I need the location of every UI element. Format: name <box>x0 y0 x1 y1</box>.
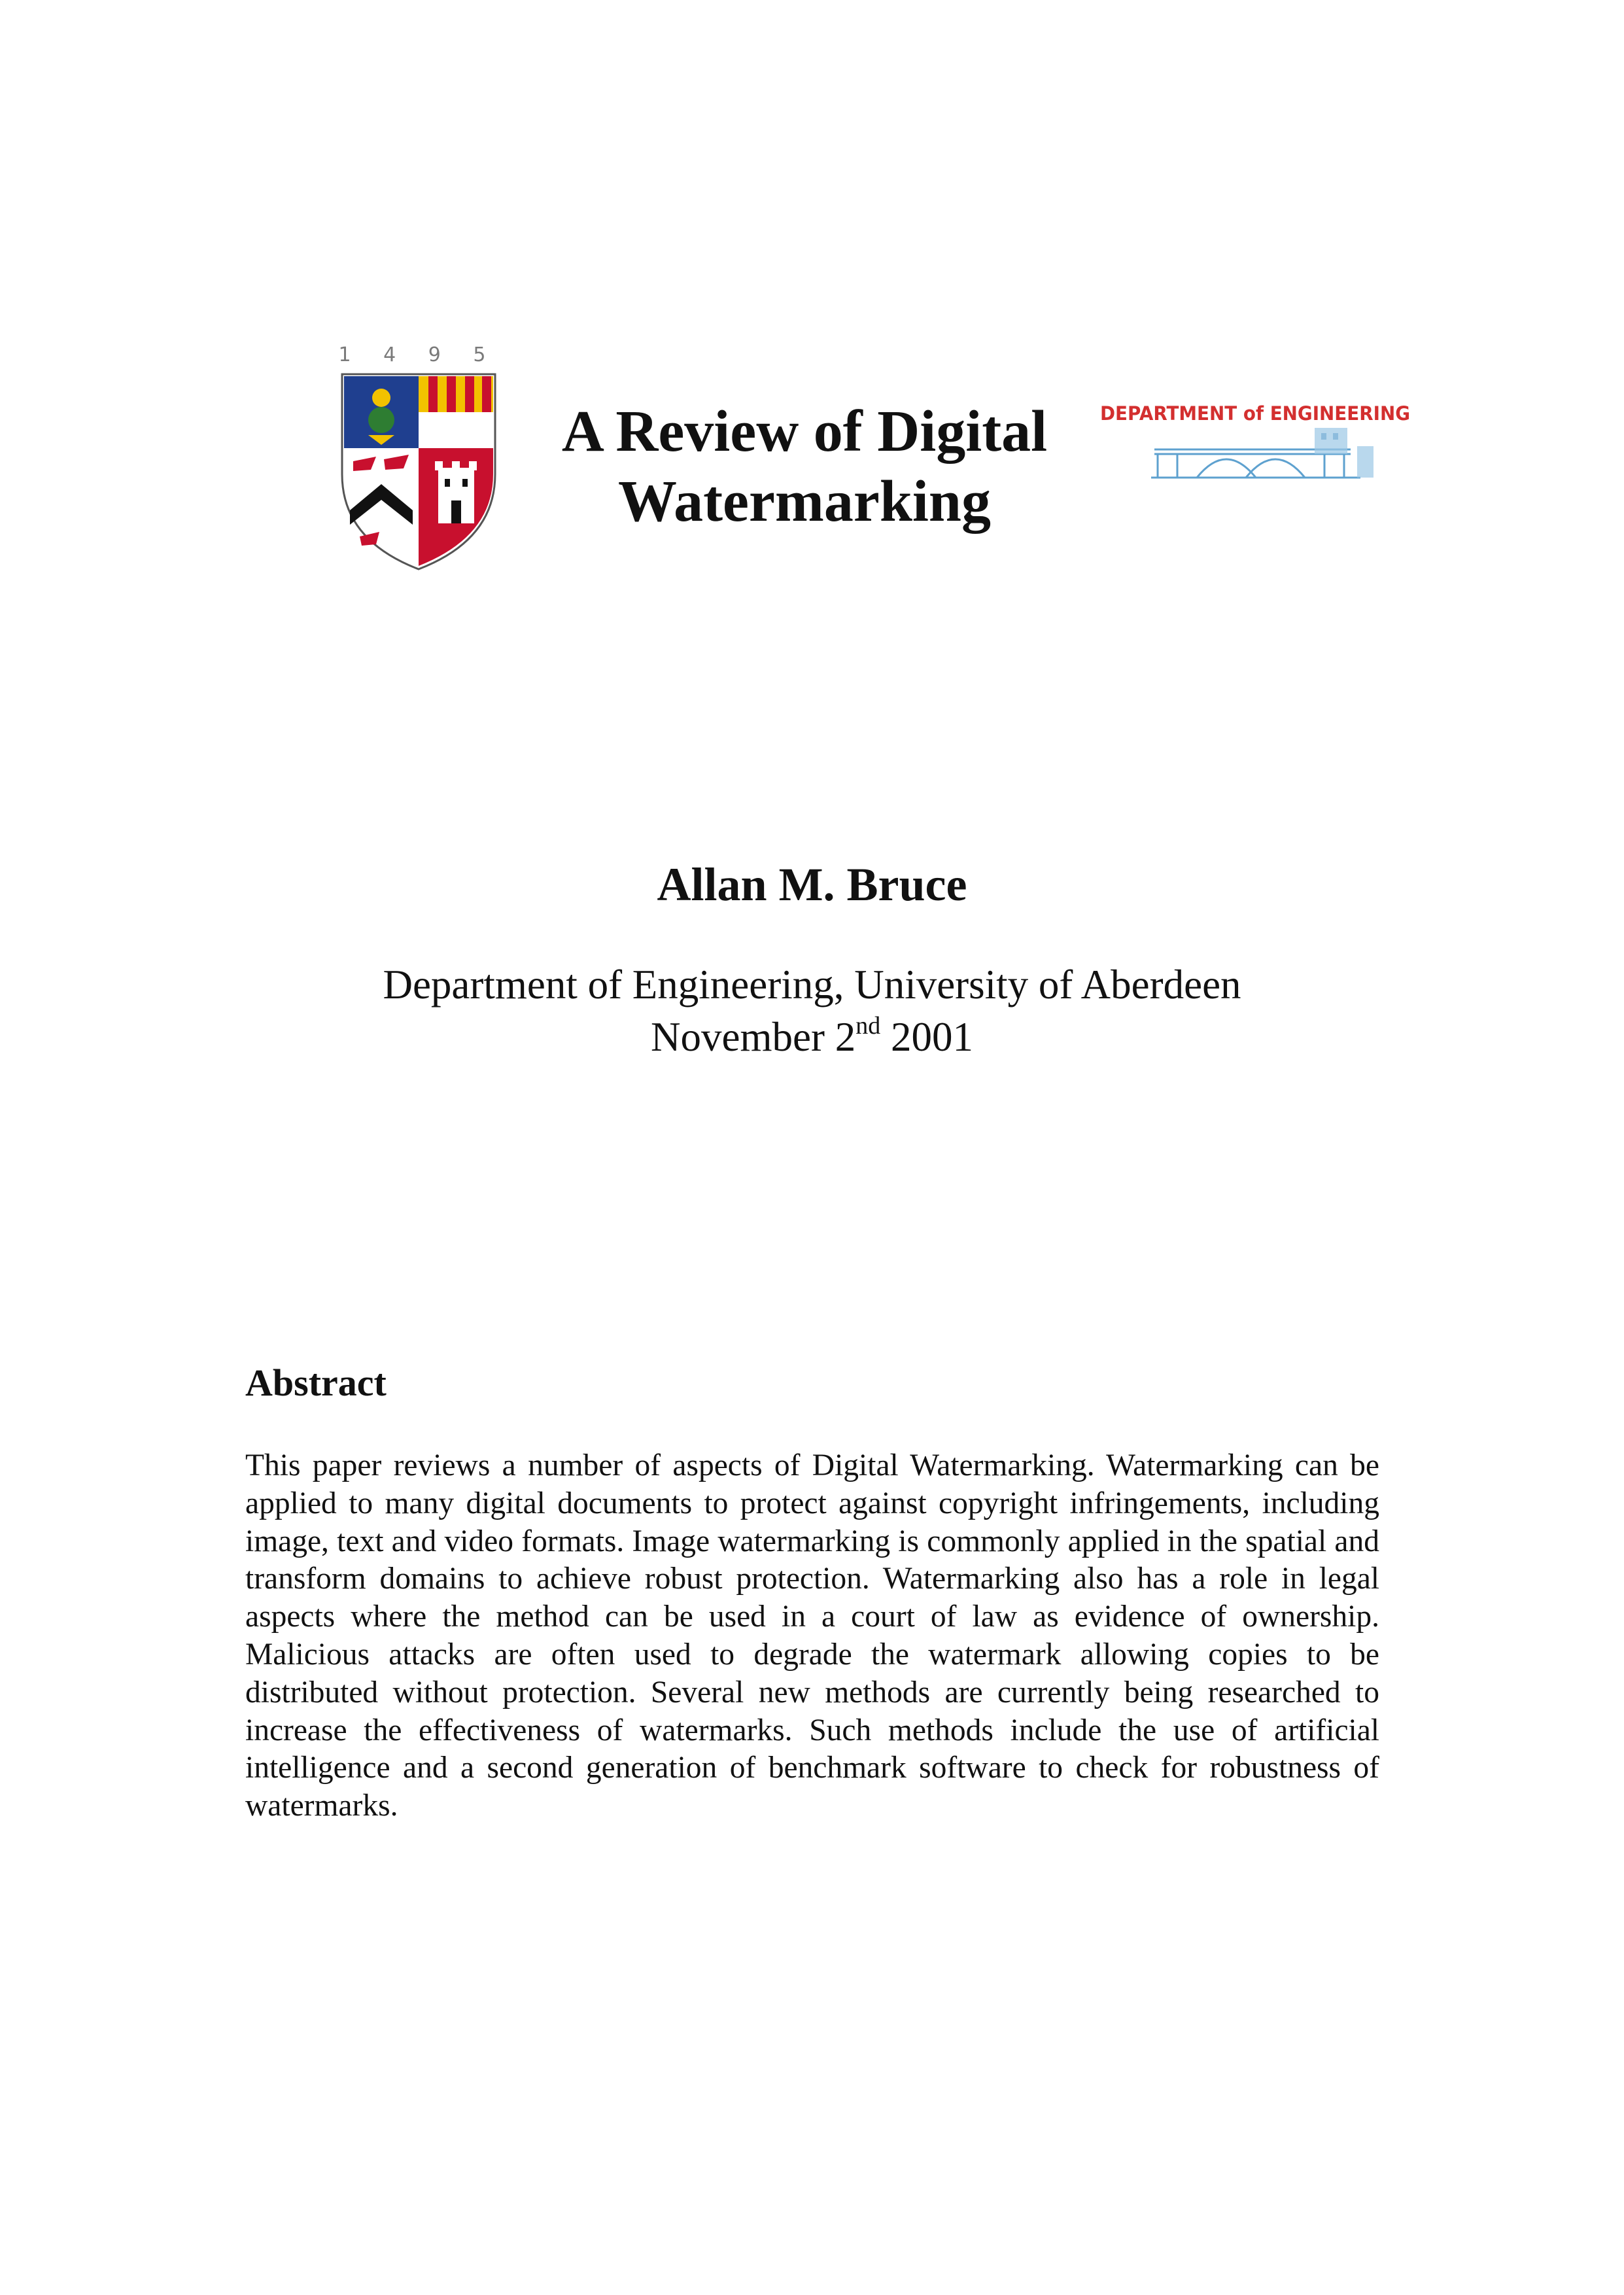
abstract-body: This paper reviews a number of aspects of Digital Watermarking. Watermarking can be applied to many digital documents to protect against copyright infringements, including image, text and video formats. Image watermarking is commonly applied in the spatial and transform domains to achieve robust protection. Watermarking also has a role in legal aspects where the method can be used in a court of law as evidence of ownership. Malicious attacks are often used to degrade the watermark allowing copies to be distributed without protection. Several new methods are currently being researched to increase the effectiveness of watermarks. Such methods include the use of artificial intelligence and a second generation of benchmark software to check for robustness of watermarks. <box>245 1448 1379 1823</box>
abstract-heading: Abstract <box>245 1361 387 1404</box>
crest-year: 1 4 9 5 <box>338 343 499 366</box>
university-crest-logo <box>330 340 507 576</box>
publication-date <box>0 1011 1624 1062</box>
title-line-2: Watermarking <box>618 469 991 534</box>
paper-title <box>510 396 1099 536</box>
date-ordinal-suffix: nd <box>855 1012 881 1040</box>
department-of-engineering-logo <box>1099 400 1413 489</box>
author-affiliation: Department of Engineering, University of Aberdeen <box>383 962 1241 1007</box>
date-year: 2001 <box>880 1014 973 1060</box>
title-line-1: A Review of Digital <box>561 399 1048 464</box>
date-month-day: November 2 <box>651 1014 856 1060</box>
dept-logo-text: DEPARTMENT of ENGINEERING <box>1100 402 1410 425</box>
author-name: Allan M. Bruce <box>657 858 967 911</box>
